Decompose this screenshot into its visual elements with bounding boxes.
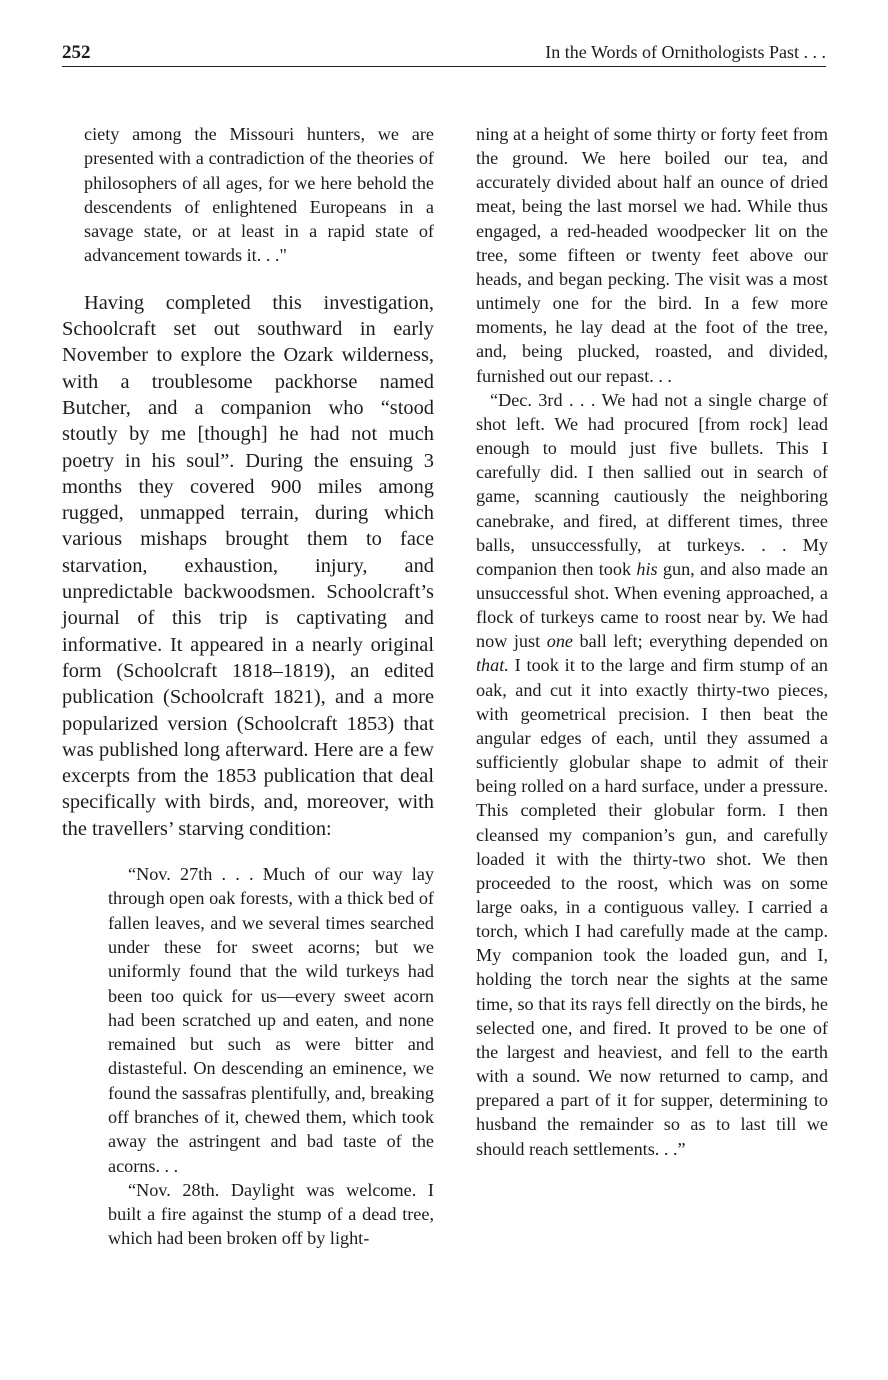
right-column [476, 122, 828, 1161]
excerpt-dec3-part4: I took it to the large and firm stump of an oak, and cut it into exactly thirty-two pieces, with geometrical precision. I then beat the angular edges of each, until they assumed a sufficiently globular shape to admit of their being rolled on a hard surface, under a pressure. This completed their globular form. I then cleansed my companion’s gun, and carefully loaded it with the thirty-two shot. We then proceeded to the roost, which was on some large oaks, in a contiguous valley. I carried a torch, which I had carefully made at the camp. My companion took the loaded gun, and I, holding the torch near the sights at the same time, so that its rays fell directly on the birds, he selected one, and fired. It proved to be one of the largest and heaviest, and fell to the earth with a sound. We now returned to camp, and prepared a part of it for supper, determining to husband the remainder so as to last till we should reach settlements. . .” [476, 655, 828, 1159]
page-number: 252 [62, 42, 91, 63]
left-column [62, 122, 434, 1251]
excerpt-dec3-part2: gun, and also made an unsuccessful shot. When evening approached, a flock of turkeys came to roost near by. We had now just [476, 558, 829, 652]
excerpt-nov28-start: “Nov. 28th. Daylight was welcome. I built a fire against the stump of a dead tree, which had been broken off by light- [108, 1179, 434, 1249]
excerpt-dec3-em-his: his [636, 558, 658, 579]
excerpt-nov28-end: ning at a height of some thirty or forty feet from the ground. We here boiled our tea, and accurately divided about half an ounce of dried meat, being the last morsel we had. While thus engaged, a red-headed woodpecker lit on the tree, some fifteen or twenty feet above our heads, and began pecking. The visit was a most untimely one for the bird. In a few more moments, he lay dead at the foot of the tree, and, being plucked, roasted, and divided, furnished out our repast. . . [476, 124, 828, 386]
header-rule [62, 66, 826, 67]
quote-continuation-block [62, 122, 434, 268]
excerpt-block [62, 862, 434, 1251]
excerpt-nov27: “Nov. 27th . . . Much of our way lay through open oak forests, with a thick bed of fallen leaves, and we several times searched under these for sweet acorns; but we uniformly found that the wild turkeys had been too quick for us—every sweet acorn had been scratched up and eaten, and none remained but such as were bitter and distasteful. On descending an eminence, we found the sassafras plentifully, and, breaking off branches of it, chewed them, which took away the astringent and bad taste of the acorns. . . [108, 864, 434, 1176]
excerpt-dec3-em-that: that. [476, 655, 509, 676]
excerpt-dec3-part1: “Dec. 3rd . . . We had not a single charge of shot left. We had procured [from rock] lead enough to mould just five bullets. This I carefully did. I then sallied out in search of game, scanning cautiously the neighboring canebrake, and fired, at different times, three balls, unsuccessfully, at turkeys. . . My companion then took [476, 389, 828, 579]
excerpt-dec3 [476, 388, 828, 1161]
body-paragraph: Having completed this investigation, Schoolcraft set out southward in early November to explore the Ozark wilderness, with a troublesome packhorse named Butcher, and a companion who “stood stoutly by me [though] he had not much poetry in his soul”. During the ensuing 3 months they covered 900 miles among rugged, unmapped terrain, during which various mishaps brought them to face starvation, exhaustion, injury, and unpredictable backwoodsmen. Schoolcraft’s journal of this trip is captivating and informative. It appeared in a nearly original form (Schoolcraft 1818–1819), an edited publication (Schoolcraft 1821), and a more popularized version (Schoolcraft 1853) that was published long afterward. Here are a few excerpts from the 1853 publication that deal specifically with birds, and, moreover, with the travellers’ starving condition: [62, 291, 434, 840]
excerpt-dec3-em-one: one [546, 631, 573, 652]
excerpt-dec3-part3: ball left; everything depended on [572, 631, 828, 652]
page-header [62, 36, 826, 66]
running-title: In the Words of Ornithologists Past . . . [545, 42, 826, 62]
quote-continuation: ciety among the Missouri hunters, we are presented with a contradiction of the theories of philosophers of all ages, for we here behold the descendents of enlightened Europeans in a savage state, or at least in a rapid state of advancement towards it. . ." [84, 124, 434, 266]
